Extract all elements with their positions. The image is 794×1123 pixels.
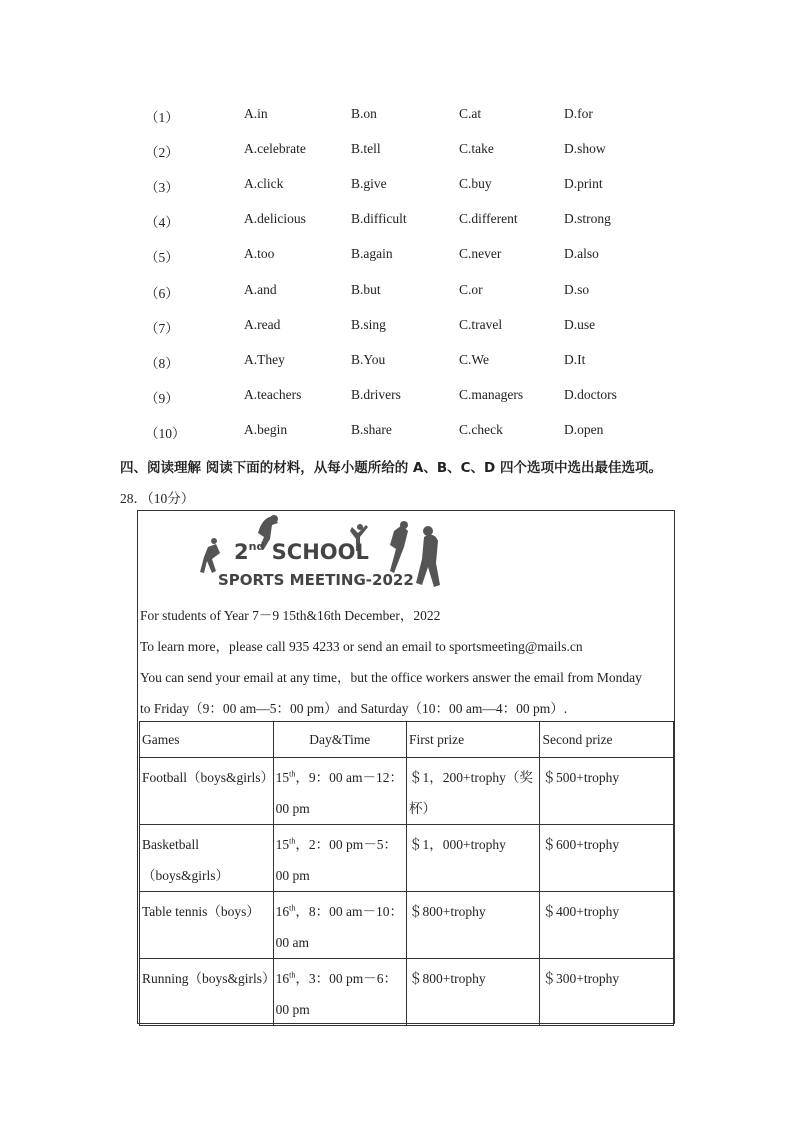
header-games: Games — [140, 722, 274, 758]
table-row — [140, 825, 674, 892]
option-row — [0, 422, 794, 442]
logo-line2: SPORTS MEETING-2022 — [218, 571, 414, 589]
option-c: C.at — [459, 106, 482, 121]
table-row — [140, 758, 674, 825]
cell-first-prize: ＄1，000+trophy — [406, 825, 540, 892]
cell-day-time: 15th，2：00 pm－5：00 pm — [273, 825, 406, 892]
header-second-prize: Second prize — [540, 722, 674, 758]
question-number: （6） — [145, 286, 179, 301]
section-title: 四、阅读理解 阅读下面的材料，从每小题所给的 A、B、C、D 四个选项中选出最佳选项。 — [120, 460, 662, 476]
option-a: A.celebrate — [244, 141, 306, 156]
option-a: A.begin — [244, 422, 288, 437]
cell-first-prize: ＄800+trophy — [406, 892, 540, 959]
option-a: A.teachers — [244, 387, 302, 402]
table-row — [140, 959, 674, 1026]
question-number: （9） — [145, 391, 179, 406]
option-c: C.We — [459, 352, 490, 367]
question-number: （5） — [145, 250, 179, 265]
option-c: C.check — [459, 422, 503, 437]
info-line: to Friday（9：00 am—5：00 pm）and Saturday（10：00 am—4：00 pm）. — [140, 701, 568, 716]
option-d: D.also — [564, 246, 599, 261]
option-b: B.drivers — [351, 387, 401, 402]
cell-first-prize: ＄1，200+trophy（奖杯） — [406, 758, 540, 825]
option-d: D.so — [564, 282, 590, 297]
table-header-row — [140, 722, 674, 758]
option-c: C.managers — [459, 387, 524, 402]
option-d: D.doctors — [564, 387, 617, 402]
option-row — [0, 317, 794, 337]
prize-table — [139, 721, 674, 1026]
option-b: B.but — [351, 282, 381, 297]
question-number: （2） — [145, 145, 179, 160]
cell-game: Table tennis（boys） — [140, 892, 274, 959]
option-b: B.share — [351, 422, 392, 437]
option-b: B.again — [351, 246, 393, 261]
option-c: C.different — [459, 211, 518, 226]
question-number: （7） — [145, 321, 179, 336]
option-row — [0, 211, 794, 231]
option-row — [0, 387, 794, 407]
option-a: A.too — [244, 246, 275, 261]
header-day-time: Day&Time — [273, 722, 406, 758]
option-c: C.or — [459, 282, 483, 297]
option-row — [0, 352, 794, 372]
cell-second-prize: ＄600+trophy — [540, 825, 674, 892]
cell-second-prize: ＄500+trophy — [540, 758, 674, 825]
option-d: D.open — [564, 422, 604, 437]
option-b: B.sing — [351, 317, 386, 332]
cell-day-time: 16th，8：00 am－10：00 am — [273, 892, 406, 959]
option-a: A.delicious — [244, 211, 306, 226]
option-b: B.give — [351, 176, 387, 191]
question-number: （3） — [145, 180, 179, 195]
option-d: D.print — [564, 176, 603, 191]
cell-day-time: 15th，9：00 am－12：00 pm — [273, 758, 406, 825]
option-c: C.take — [459, 141, 494, 156]
cell-second-prize: ＄400+trophy — [540, 892, 674, 959]
cell-day-time: 16th，3：00 pm－6：00 pm — [273, 959, 406, 1026]
option-d: D.for — [564, 106, 593, 121]
option-row — [0, 106, 794, 126]
cell-game: Basketball （boys&girls） — [140, 825, 274, 892]
question-number: （10） — [145, 426, 186, 441]
option-d: D.show — [564, 141, 606, 156]
option-a: A.read — [244, 317, 281, 332]
cell-second-prize: ＄300+trophy — [540, 959, 674, 1026]
option-c: C.buy — [459, 176, 492, 191]
cell-game: Running（boys&girls） — [140, 959, 274, 1026]
option-row — [0, 246, 794, 266]
header-first-prize: First prize — [406, 722, 540, 758]
question-label: 28．（10分） — [120, 491, 195, 506]
option-d: D.strong — [564, 211, 611, 226]
option-b: B.on — [351, 106, 377, 121]
option-d: D.use — [564, 317, 596, 332]
info-line: You can send your email at any time，but the office workers answer the email from Monday — [140, 670, 642, 685]
option-b: B.You — [351, 352, 386, 367]
option-row — [0, 282, 794, 302]
poster-box — [137, 510, 675, 1024]
option-row — [0, 141, 794, 161]
sports-meeting-logo — [198, 513, 458, 599]
info-line: For students of Year 7－9 15th&16th December，2022 — [140, 608, 441, 623]
logo-line1: 2nd SCHOOL — [234, 540, 369, 564]
option-c: C.never — [459, 246, 502, 261]
question-number: （1） — [145, 110, 179, 125]
option-d: D.It — [564, 352, 586, 367]
cell-first-prize: ＄800+trophy — [406, 959, 540, 1026]
option-row — [0, 176, 794, 196]
option-b: B.difficult — [351, 211, 407, 226]
cell-game: Football（boys&girls） — [140, 758, 274, 825]
info-line: To learn more，please call 935 4233 or send an email to sportsmeeting@mails.cn — [140, 639, 583, 654]
option-a: A.They — [244, 352, 285, 367]
option-c: C.travel — [459, 317, 503, 332]
option-a: A.and — [244, 282, 277, 297]
option-a: A.click — [244, 176, 284, 191]
table-row — [140, 892, 674, 959]
option-b: B.tell — [351, 141, 381, 156]
question-number: （4） — [145, 215, 179, 230]
question-number: （8） — [145, 356, 179, 371]
option-a: A.in — [244, 106, 268, 121]
